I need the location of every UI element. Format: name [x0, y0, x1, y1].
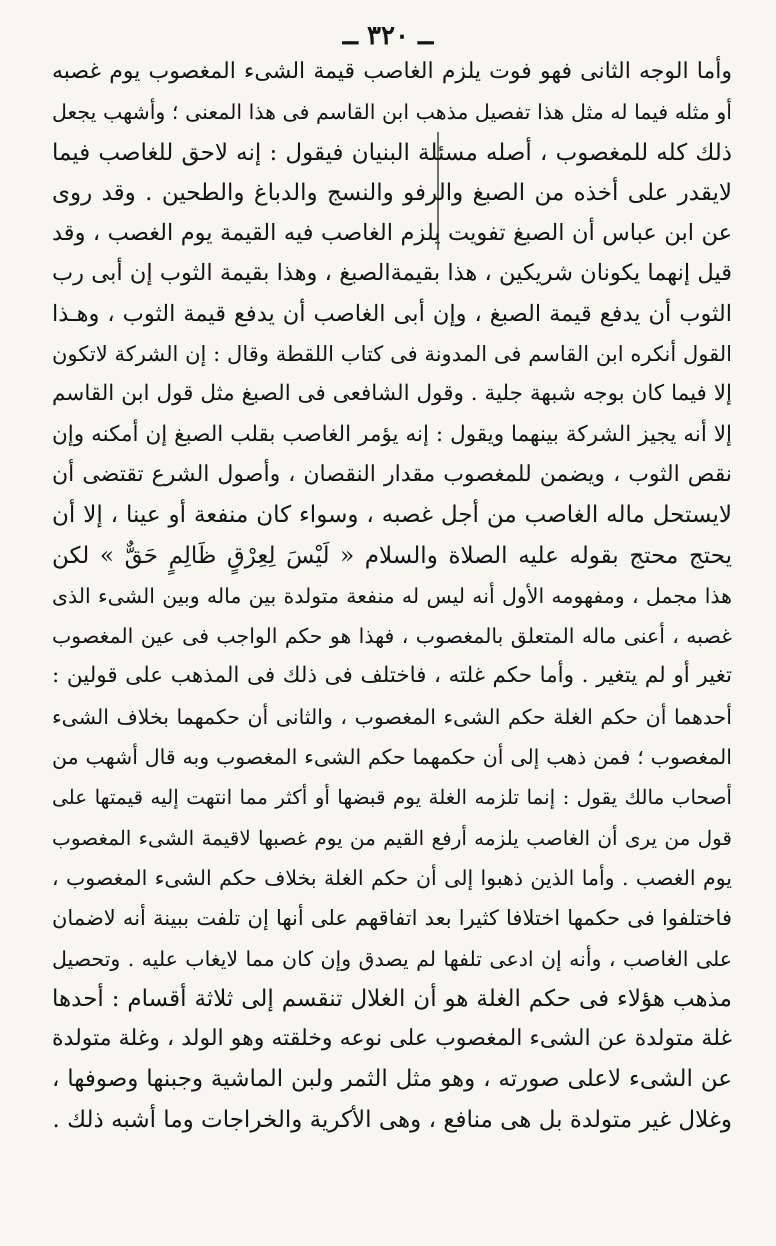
text-line: قول من يرى أن الغاصب يلزمه أرفع القيم من يوم غصبها لاقيمة الشىء المغصوب [52, 825, 732, 850]
text-line: أو مثله فيما له مثل هذا تفصيل مذهب ابن القاسم فى هذا المعنى ؛ وأشهب يجعل [52, 100, 732, 125]
text-line: لايقدر على أخذه من الصبغ والرفو والنسج والدباغ والطحين . وقد روى [52, 179, 732, 206]
text-line: عن ابن عباس أن الصبغ تفويت يلزم الغاصب فيه القيمة يوم الغصب ، وقد [52, 220, 732, 247]
text-line: نقص الثوب ، ويضمن للمغصوب مقدار النقصان ، وأصول الشرع تقتضى أن [52, 461, 732, 487]
body-text [52, 52, 732, 1140]
text-line-last: وغلال غير متولدة بل هى منافع ، وهى الأكرية والخراجات وما أشبه ذلك . [52, 1106, 732, 1133]
text-line: مذهب هؤلاء فى حكم الغلة هو أن الغلال تنقسم إلى ثلاثة أقسام : أحدها [52, 985, 732, 1012]
text-line: فاختلفوا فى حكمها اختلافا كثيرا بعد اتفاقهم على أنها إن تلفت ببينة أنه لاضمان [52, 906, 732, 931]
text-line: أصحاب مالك يقول : إنما تلزمه الغلة يوم قبضها أو أكثر مما انتهت إليه قيمتها على [52, 785, 732, 810]
text-line: يوم الغصب . وأما الذين ذهبوا إلى أن حكم الغلة بخلاف حكم الشىء المغصوب ، [52, 865, 732, 890]
text-line: غصبه ، أعنى ماله المتعلق بالمغصوب ، فهذا هو حكم الواجب فى عين المغصوب [52, 624, 732, 649]
text-line: قيل إنهما يكونان شريكين ، هذا بقيمةالصبغ ، وهذا بقيمة الثوب إن أبى رب [52, 260, 732, 287]
text-line: يحتج محتج بقوله عليه الصلاة والسلام « لَيْسَ لِعِرْقٍ ظَالِمٍ حَقٌّ » لكن [52, 542, 732, 569]
text-line: إلا فيما كان بوجه شبهة جلية . وقول الشافعى فى الصبغ مثل قول ابن القاسم [52, 381, 732, 407]
text-line: غلة متولدة عن الشىء المغصوب على نوعه وخلقته وهو الولد ، وغلة متولدة [52, 1026, 732, 1052]
text-line: أحدهما أن حكم الغلة حكم الشىء المغصوب ، والثانى أن حكمهما بخلاف الشىء [52, 704, 732, 729]
text-line: لايستحل ماله الغاصب من أجل غصبه ، وسواء كان منفعة أو عينا ، إلا أن [52, 502, 732, 529]
text-line: الثوب أن يدفع قيمة الصبغ ، وإن أبى الغاصب أن يدفع قيمة الثوب ، وهـذا [52, 300, 732, 327]
text-line: ذلك كله للمغصوب ، أصله مسئلة البنيان فيقول : إنه لاحق للغاصب فيما [52, 139, 732, 166]
page-number: ــ ٣٢٠ ــ [342, 21, 434, 51]
text-line: هذا مجمل ، ومفهومه الأول أنه ليس له منفعة متولدة بين ماله وبين الشىء الذى [52, 583, 732, 608]
text-line: القول أنكره ابن القاسم فى المدونة فى كتاب اللقطة وقال : إن الشركة لاتكون [52, 342, 732, 367]
text-line: تغير أو لم يتغير . وأما حكم غلته ، فاختلف فى ذلك فى المذهب على قولين : [52, 663, 732, 689]
text-line: وأما الوجه الثانى فهو فوت يلزم الغاصب قيمة الشىء المغصوب يوم غصبه [52, 59, 732, 84]
text-line: عن الشىء لاعلى صورته ، وهو مثل الثمر ولبن الماشية وجبنها وصوفها ، [52, 1066, 732, 1093]
text-line: على الغاصب ، وأنه إن ادعى تلفها لم يصدق وإن كان مما لايغاب عليه . وتحصيل [52, 946, 732, 971]
text-line: إلا أنه يجيز الشركة بينهما ويقول : إنه يؤمر الغاصب بقلب الصبغ إن أمكنه وإن [52, 421, 732, 447]
text-line: المغصوب ؛ فمن ذهب إلى أن حكمهما حكم الشىء المغصوب وبه قال أشهب من [52, 745, 732, 770]
